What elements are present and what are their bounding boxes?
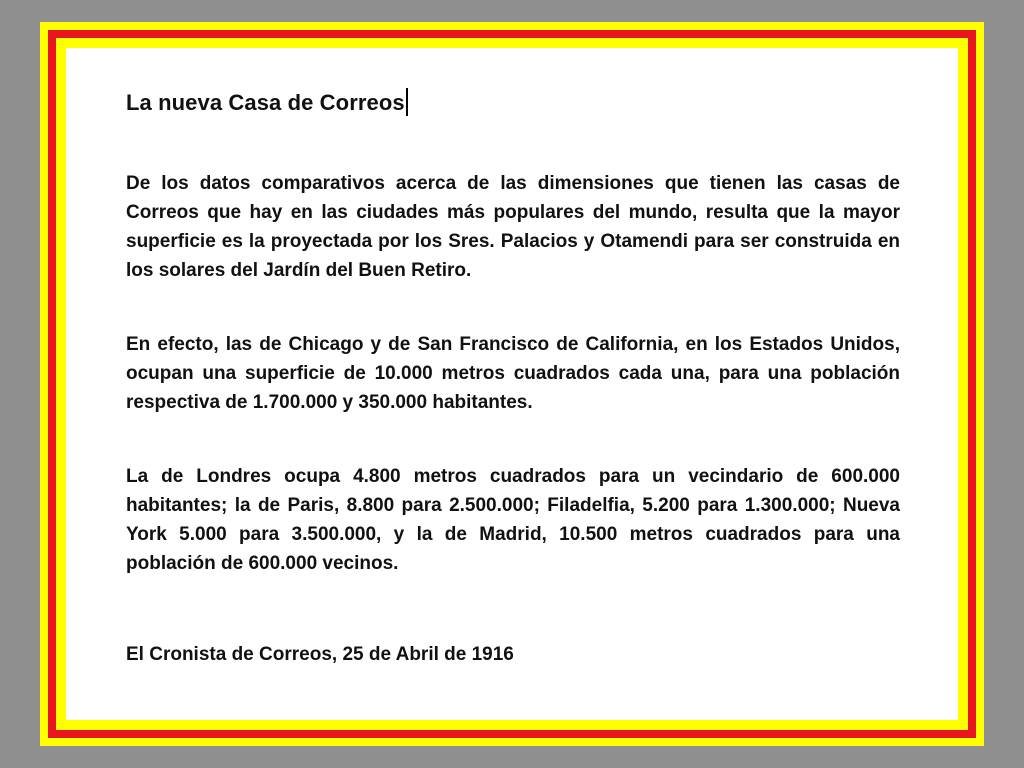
paragraph-3: La de Londres ocupa 4.800 metros cuadrados para un vecindario de 600.000 habitantes; la de Paris, 8.800 para 2.500.000; Filadelfia, 5.200 para 1.300.000; Nueva York 5.000 para 3.500.000, y la de Madrid, 10.500 metros cuadrados para una población de 600.000 vecinos.	[126, 466, 900, 574]
paragraph-2: En efecto, las de Chicago y de San Francisco de California, en los Estados Unidos, ocupan una superficie de 10.000 metros cuadrados cada una, para una población respectiva de 1.700.000 y 350.000 habitantes.	[126, 334, 900, 413]
text-cursor	[406, 88, 408, 116]
document-title: La nueva Casa de Correos	[126, 90, 405, 115]
paragraph-1: De los datos comparativos acerca de las dimensiones que tienen las casas de Correos que hay en las ciudades más populares del mundo, resulta que la mayor superficie es la proyectada por los Sres. Palacios y Otamendi para ser construida en los solares del Jardín del Buen Retiro.	[126, 173, 900, 281]
signature-line: El Cronista de Correos, 25 de Abril de 1916	[126, 644, 514, 665]
document-title-line[interactable]	[126, 88, 408, 116]
